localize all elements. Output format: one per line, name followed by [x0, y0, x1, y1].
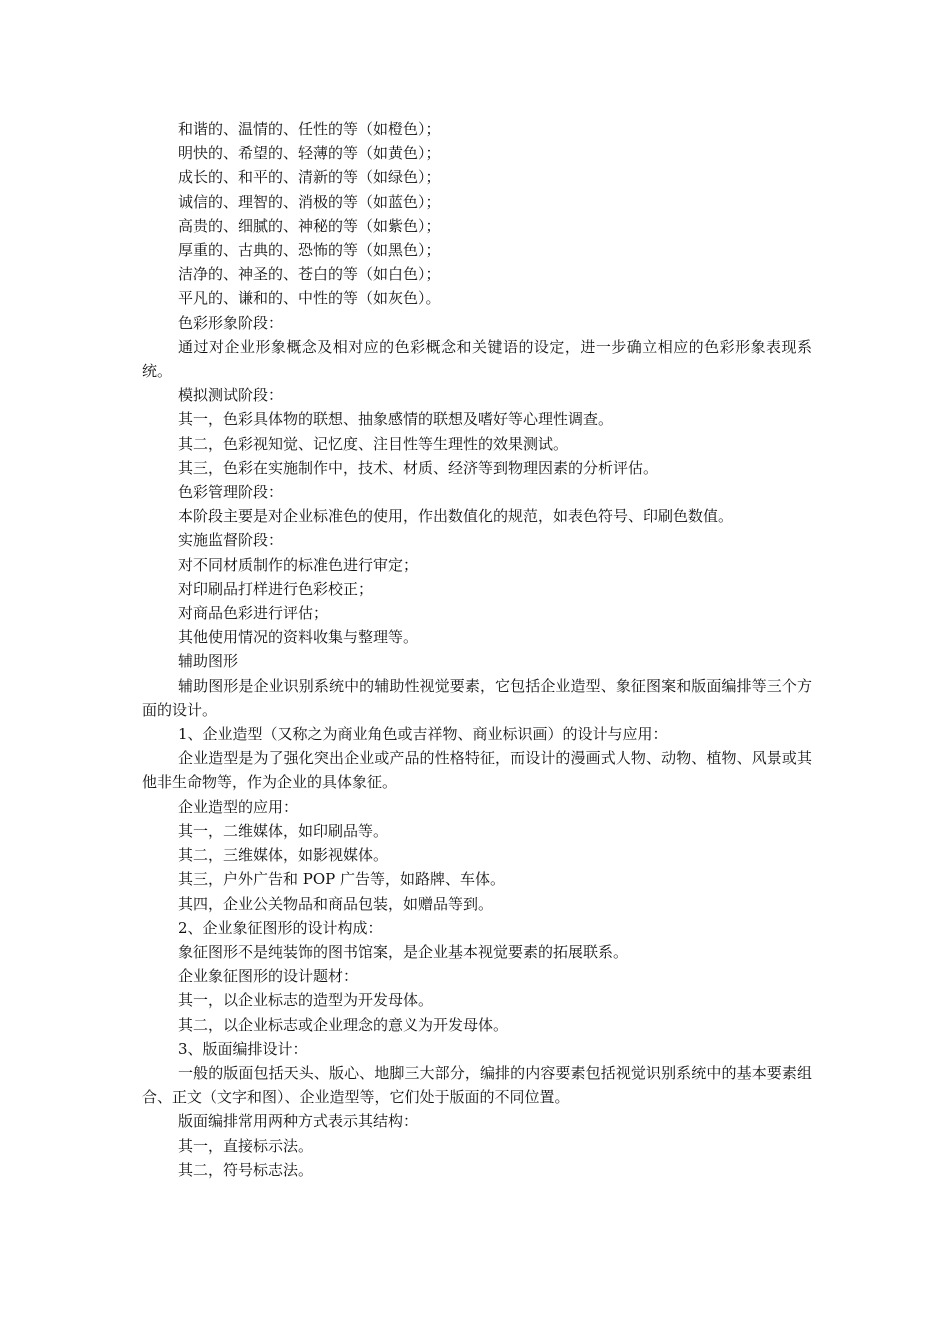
paragraph: 企业造型是为了强化突出企业或产品的性格特征，而设计的漫画式人物、动物、植物、风景或其他非生命物等，作为企业的具体象征。	[142, 749, 812, 792]
paragraph: 通过对企业形象概念及相对应的色彩概念和关键语的设定，进一步确立相应的色彩形象表现系统。	[142, 337, 812, 381]
paragraph: 其二，以企业标志或企业理念的意义为开发母体。	[178, 1015, 509, 1034]
paragraph: 平凡的、谦和的、中性的等（如灰色）。	[178, 289, 441, 308]
paragraph: 其他使用情况的资料收集与整理等。	[178, 628, 419, 647]
paragraph: 本阶段主要是对企业标准色的使用，作出数值化的规范，如表色符号、印刷色数值。	[178, 507, 734, 526]
paragraph: 版面编排常用两种方式表示其结构：	[178, 1112, 419, 1131]
document-page	[142, 117, 812, 1182]
paragraph: 其一，以企业标志的造型为开发母体。	[178, 991, 434, 1010]
paragraph: 其四，企业公关物品和商品包装，如赠品等到。	[178, 894, 494, 913]
paragraph: 和谐的、温情的、任性的等（如橙色）；	[178, 120, 441, 138]
paragraph: 诚信的、理智的、消极的等（如蓝色）；	[178, 192, 441, 211]
section-heading: 色彩管理阶段：	[178, 483, 284, 502]
paragraph: 其二，符号标志法。	[178, 1160, 314, 1179]
paragraph: 其二，三维媒体，如影视媒体。	[178, 846, 389, 865]
paragraph: 成长的、和平的、清新的等（如绿色）；	[178, 168, 441, 187]
paragraph: 厚重的、古典的、恐怖的等（如黑色）；	[178, 241, 441, 260]
section-heading: 3、版面编排设计：	[178, 1039, 308, 1058]
paragraph: 明快的、希望的、轻薄的等（如黄色）；	[178, 144, 441, 163]
section-heading: 实施监督阶段：	[178, 531, 284, 550]
paragraph: 辅助图形是企业识别系统中的辅助性视觉要素，它包括企业造型、象征图案和版面编排等三个方面的设计。	[142, 676, 812, 719]
section-heading: 企业造型的应用：	[178, 797, 299, 816]
paragraph: 对商品色彩进行评估；	[178, 604, 329, 623]
paragraph: 其一，直接标示法。	[178, 1136, 314, 1155]
section-heading: 模拟测试阶段：	[178, 386, 284, 405]
paragraph: 高贵的、细腻的、神秘的等（如紫色）；	[178, 216, 441, 235]
paragraph: 一般的版面包括天头、版心、地脚三大部分，编排的内容要素包括视觉识别系统中的基本要素组合、正文（文字和图）、企业造型等，它们处于版面的不同位置。	[142, 1063, 812, 1107]
section-heading: 色彩形象阶段：	[178, 313, 284, 332]
paragraph: 其一，二维媒体，如印刷品等。	[178, 821, 389, 840]
paragraph: 其三，色彩在实施制作中，技术、材质、经济等到物理因素的分析评估。	[178, 458, 659, 477]
section-heading: 1、企业造型（又称之为商业角色或吉祥物、商业标识画）的设计与应用：	[178, 725, 668, 744]
paragraph: 象征图形不是纯装饰的图书馆案，是企业基本视觉要素的拓展联系。	[178, 942, 629, 961]
section-heading: 企业象征图形的设计题材：	[178, 967, 359, 986]
section-heading: 2、企业象征图形的设计构成：	[178, 918, 383, 937]
paragraph: 其二，色彩视知觉、记忆度、注目性等生理性的效果测试。	[178, 434, 569, 453]
paragraph: 对印刷品打样进行色彩校正；	[178, 579, 374, 598]
paragraph: 对不同材质制作的标准色进行审定；	[178, 555, 419, 574]
paragraph: 洁净的、神圣的、苍白的等（如白色）；	[178, 265, 441, 284]
paragraph: 其三，户外广告和 POP 广告等，如路牌、车体。	[178, 870, 506, 889]
section-heading: 辅助图形	[178, 652, 239, 671]
paragraph: 其一，色彩具体物的联想、抽象感情的联想及嗜好等心理性调查。	[178, 410, 614, 429]
